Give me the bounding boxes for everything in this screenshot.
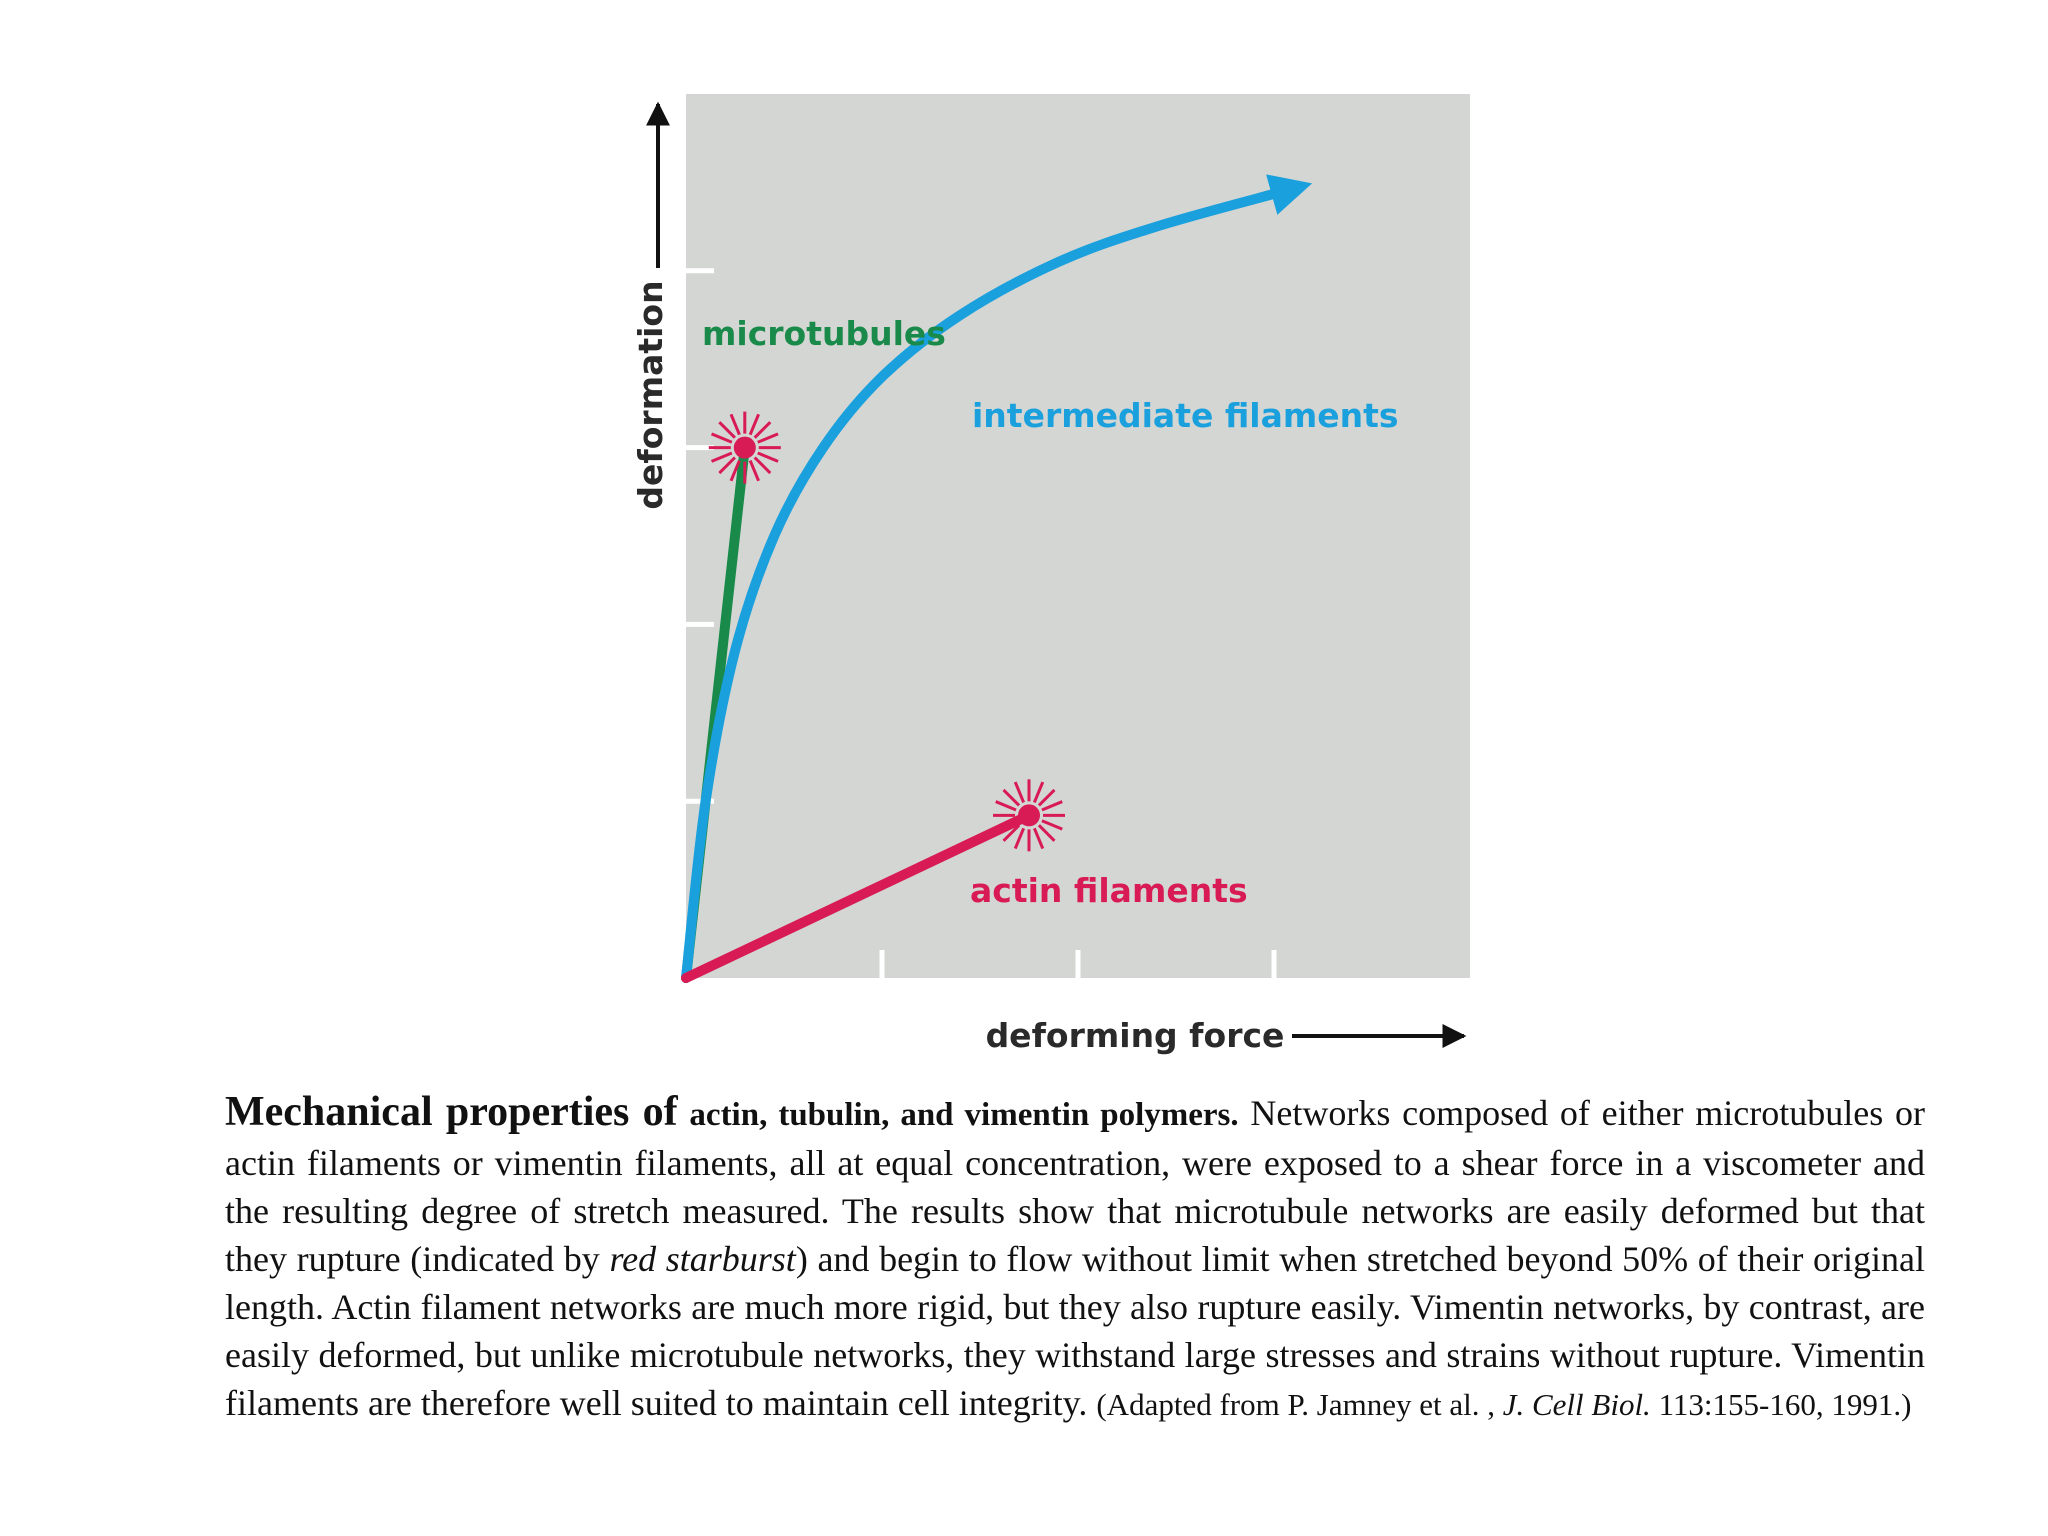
citation-journal: J. Cell Biol. — [1502, 1387, 1651, 1422]
rupture-starburst-icon — [709, 412, 781, 484]
citation-suffix: 113:155-160, 1991.) — [1658, 1387, 1912, 1422]
label-microtubules: microtubules — [702, 314, 946, 353]
figure-caption — [225, 1088, 1925, 1429]
caption-text-2: ) and begin to flow without limit when stretched beyond 50% of their original length. Actin filament networks are much more rigid, but they also rupture easily. Vimentin networks, by contrast, are easily deformed, but unlike microtubule networks, they withstand large stresses and strains without rupture. Vimentin filaments are therefore well suited to maintain cell integrity. — [225, 1239, 1925, 1423]
caption-citation — [1096, 1387, 1911, 1422]
caption-lead-large: Mechanical properties of — [225, 1089, 678, 1135]
label-intermediate-filaments: intermediate filaments — [972, 396, 1399, 435]
caption-italic-term: red starburst — [609, 1239, 796, 1279]
plot-background — [686, 94, 1470, 978]
caption-text-1: Networks composed of either microtubules or actin filaments or vimentin filaments, all at equal concentration, were exposed to a shear force in a viscometer and the resulting degree of stretch measured. The results show that microtubule networks are easily deformed but that they rupture (indicated by — [225, 1093, 1926, 1279]
caption-lead-small: actin, tubulin, and vimentin polymers. — [689, 1097, 1239, 1133]
label-actin-filaments: actin filaments — [970, 871, 1248, 910]
citation-prefix: (Adapted from P. Jamney et al. , — [1096, 1387, 1495, 1422]
y-axis-label: deformation — [631, 280, 670, 510]
x-axis-label: deforming force — [985, 1016, 1285, 1055]
rupture-starburst-icon — [993, 779, 1065, 851]
